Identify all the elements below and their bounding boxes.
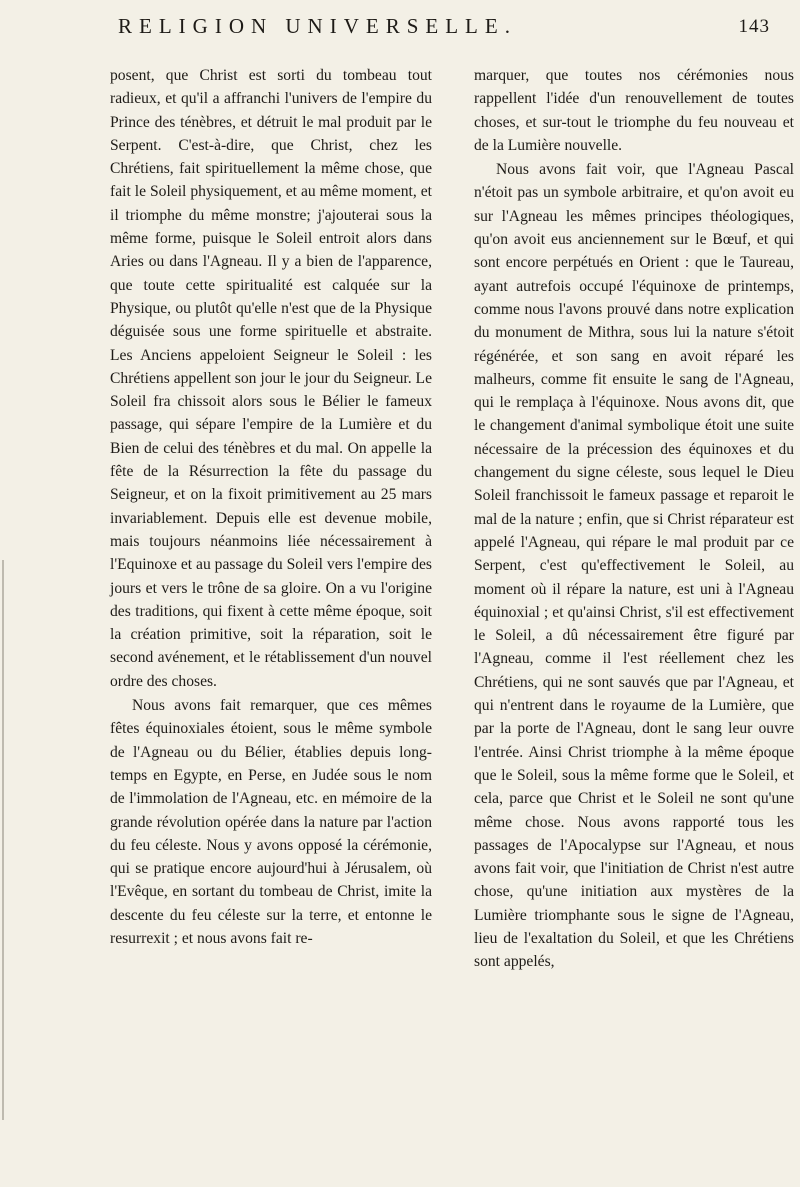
- left-column: [110, 64, 432, 950]
- page-edge-line: [2, 560, 4, 1120]
- paragraph: posent, que Christ est sorti du tombeau tout radieux, et qu'il a affranchi l'univers de l'empire du Prince des ténèbres, et détruit le mal produit par le Serpent. C'est-à-dire, que Christ, chez les Chrétiens, fait spirituellement la même chose, que fait le Soleil physiquement, et au même moment, et il triomphe du même monstre; j'ajouterai sous la même forme, puisque le Soleil entroit alors dans Aries ou dans l'Agneau. Il y a bien de l'apparence, que toute cette spiritualité est calquée sur la Physique, ou plutôt qu'elle n'est que de la Physique déguisée sous une forme spirituelle et abstraite. Les Anciens appeloient Seigneur le Soleil : les Chrétiens appellent son jour le jour du Seigneur. Le Soleil fra chissoit alors sous le Bélier le fameux passage, qui sépare l'empire de la Lumière et du Bien de celui des ténèbres et du mal. On appelle la fête de la Résurrection la fête du passage du Seigneur, et on la fixoit primitivement au 25 mars invariablement. Depuis elle est devenue mobile, mais toujours néanmoins liée nécessairement à l'Equinoxe et au passage du Soleil vers l'empire des jours et vers le trône de sa gloire. On a vu l'origine des traditions, qui fixent à cette même époque, soit la création primitive, soit la réparation, soit le second avénement, et le rétablissement d'un nouvel ordre des choses.: [110, 67, 432, 690]
- paragraph: Nous avons fait remarquer, que ces mêmes fêtes équinoxiales étoient, sous le même symbole de l'Agneau ou du Bélier, établies depuis long-temps en Egypte, en Perse, en Judée sous le nom de l'immolation de l'Agneau, etc. en mémoire de la grande révolution opérée dans la nature par l'action du feu céleste. Nous y avons opposé la cérémonie, qui se pratique encore aujourd'hui à Jérusalem, où l'Evêque, en sortant du tombeau de Christ, imite la descente du feu céleste sur la terre, et entonne le resurrexit ; et nous avons fait re-: [110, 697, 432, 947]
- running-header: [118, 14, 770, 48]
- paragraph: Nous avons fait voir, que l'Agneau Pascal n'étoit pas un symbole arbitraire, et qu'on avoit eu sur l'Agneau les mêmes principes théologiques, qu'on avoit eus anciennement sur le Bœuf, et qui sont encore perpétués en Orient : que le Taureau, ayant autrefois occupé l'équinoxe de printemps, comme nous l'avons prouvé dans notre explication du monument de Mithra, sous lui la nature s'étoit régénérée, et son sang en avoit réparé les malheurs, comme fit ensuite le sang de l'Agneau, qui le remplaça à l'équinoxe. Nous avons dit, que le changement d'animal symbolique étoit une suite nécessaire de la précession des équinoxes et du changement du signe céleste, sous lequel le Dieu Soleil franchissoit le fameux passage et reparoit le mal de la nature ; enfin, que si Christ réparateur est appelé l'Agneau, qui répare le mal produit par ce Serpent, c'est qu'effectivement le Soleil, au moment où il répare la nature, est uni à l'Agneau équinoxial ; et qu'ainsi Christ, s'il est effectivement le Soleil, a dû nécessairement être figuré par l'Agneau, comme il l'est réellement chez les Chrétiens, qui ne sont sauvés que par l'Agneau, et qui n'entrent dans le royaume de la Lumière, que par la porte de l'Agneau, dont le sang leur ouvre l'entrée. Ainsi Christ triomphe à la même époque que le Soleil, sous la même forme que le Soleil, et cela, parce que Christ et le Soleil ne sont qu'une même chose. Nous avons rapporté tous les passages de l'Apocalypse sur l'Agneau, et nous avons fait voir, que l'initiation de Christ n'est autre chose, qu'une initiation aux mystères de la Lumière triomphante sous le signe de l'Agneau, lieu de l'exaltation du Soleil, et que les Chrétiens sont appelés,: [474, 161, 794, 971]
- paragraph: marquer, que toutes nos cérémonies nous rappellent l'idée d'un renouvellement de toutes choses, et sur-tout le triomphe du feu nouveau et de la Lumière nouvelle.: [474, 67, 794, 154]
- page-number: 143: [738, 16, 770, 37]
- running-title: RELIGION UNIVERSELLE.: [118, 14, 517, 38]
- right-column: [474, 64, 794, 974]
